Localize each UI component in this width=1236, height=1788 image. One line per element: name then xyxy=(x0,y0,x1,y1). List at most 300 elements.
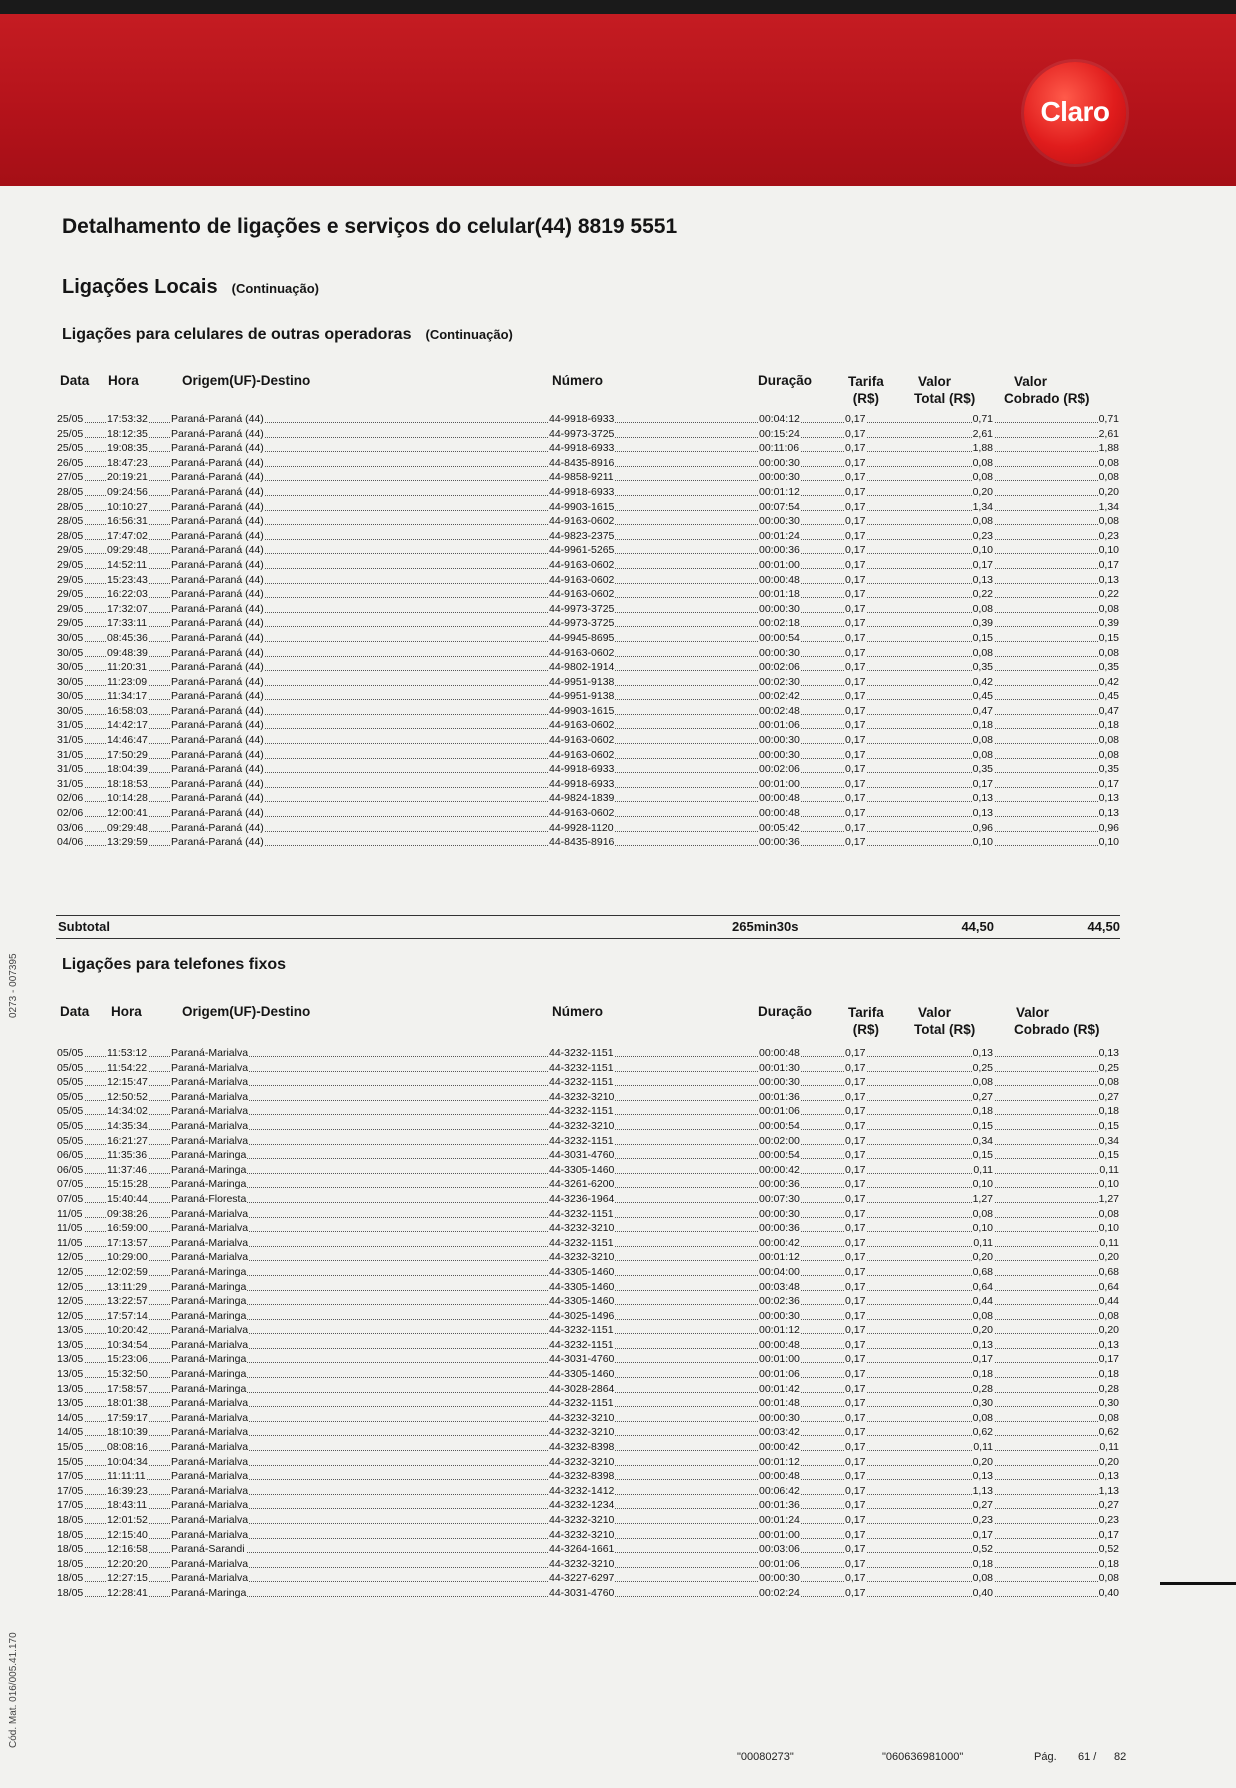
cell-numero: 44-3305-1460 xyxy=(549,1295,615,1308)
cell-numero: 44-9973-3725 xyxy=(549,617,615,630)
cell-duracao: 00:00:36 xyxy=(759,1178,800,1191)
cell-numero: 44-9961-5265 xyxy=(549,544,615,557)
cell-hora: 09:29:48 xyxy=(107,821,148,834)
cell-valor-total: 0,34 xyxy=(972,1134,993,1147)
cell-valor-cobrado: 0,08 xyxy=(1098,471,1119,484)
cell-duracao: 00:02:30 xyxy=(759,675,800,688)
cell-origem: Paraná-Paraná (44) xyxy=(171,500,264,513)
table-row xyxy=(56,1455,1120,1470)
cell-origem: Paraná-Marialva xyxy=(171,1455,249,1468)
cell-valor-cobrado: 0,08 xyxy=(1098,602,1119,615)
cell-duracao: 00:02:48 xyxy=(759,704,800,717)
table-row xyxy=(56,1411,1120,1426)
cell-data: 30/05 xyxy=(57,704,84,717)
cell-data: 26/05 xyxy=(57,456,84,469)
cell-valor-cobrado: 0,45 xyxy=(1098,690,1119,703)
cell-valor-cobrado: 0,17 xyxy=(1098,1353,1119,1366)
cell-hora: 14:35:34 xyxy=(107,1119,148,1132)
table-row xyxy=(56,821,1120,836)
cell-valor-total: 1,34 xyxy=(972,500,993,513)
cell-duracao: 00:00:36 xyxy=(759,836,800,849)
cell-valor-total: 0,13 xyxy=(972,1047,993,1059)
cell-hora: 14:42:17 xyxy=(107,719,148,732)
cell-hora: 12:27:15 xyxy=(107,1572,148,1585)
cell-origem: Paraná-Paraná (44) xyxy=(171,763,264,776)
cell-tarifa: 0,17 xyxy=(845,1499,866,1512)
subtotal-valor-cobrado: 44,50 xyxy=(1087,919,1120,934)
cell-hora: 15:23:43 xyxy=(107,573,148,586)
cell-valor-cobrado: 0,15 xyxy=(1098,1119,1119,1132)
cell-tarifa: 0,17 xyxy=(845,1295,866,1308)
cell-numero: 44-3232-3210 xyxy=(549,1411,615,1424)
cell-data: 18/05 xyxy=(57,1528,84,1541)
cell-data: 07/05 xyxy=(57,1178,84,1191)
cell-duracao: 00:07:30 xyxy=(759,1192,800,1205)
cell-duracao: 00:00:30 xyxy=(759,748,800,761)
cell-numero: 44-3232-3210 xyxy=(549,1426,615,1439)
cell-tarifa: 0,17 xyxy=(845,734,866,747)
cell-tarifa: 0,17 xyxy=(845,792,866,805)
cell-tarifa: 0,17 xyxy=(845,1324,866,1337)
cell-numero: 44-9163-0602 xyxy=(549,807,615,820)
cell-hora: 15:32:50 xyxy=(107,1368,148,1381)
cell-tarifa: 0,17 xyxy=(845,821,866,834)
cell-valor-cobrado: 0,71 xyxy=(1098,413,1119,425)
table-row xyxy=(56,733,1120,748)
cell-hora: 09:29:48 xyxy=(107,544,148,557)
table1-note: (Continuação) xyxy=(425,327,513,342)
table-row xyxy=(56,1236,1120,1251)
table-row xyxy=(56,1104,1120,1119)
cell-duracao: 00:01:42 xyxy=(759,1382,800,1395)
table-row xyxy=(56,543,1120,558)
cell-duracao: 00:00:30 xyxy=(759,1572,800,1585)
col-hora: Hora xyxy=(108,373,139,388)
cell-tarifa: 0,17 xyxy=(845,1353,866,1366)
col-valor-cobrado xyxy=(1014,1004,1100,1038)
cell-valor-cobrado: 0,20 xyxy=(1098,1455,1119,1468)
table-row xyxy=(56,573,1120,588)
table-row xyxy=(56,529,1120,544)
cell-valor-cobrado: 0,18 xyxy=(1098,1368,1119,1381)
cell-origem: Paraná-Paraná (44) xyxy=(171,631,264,644)
table-row xyxy=(56,631,1120,646)
cell-numero: 44-9163-0602 xyxy=(549,558,615,571)
cell-numero: 44-9918-6933 xyxy=(549,442,615,455)
cell-tarifa: 0,17 xyxy=(845,1222,866,1235)
cell-duracao: 00:02:06 xyxy=(759,661,800,674)
cell-valor-total: 0,17 xyxy=(972,558,993,571)
cell-valor-total: 0,08 xyxy=(972,602,993,615)
cell-tarifa: 0,17 xyxy=(845,1455,866,1468)
table-row xyxy=(56,1250,1120,1265)
cell-valor-total: 0,17 xyxy=(972,777,993,790)
cell-valor-cobrado: 0,08 xyxy=(1098,1309,1119,1322)
cell-duracao: 00:00:54 xyxy=(759,1119,800,1132)
cell-data: 13/05 xyxy=(57,1338,84,1351)
footer-code-2: "060636981000" xyxy=(882,1751,964,1763)
cell-duracao: 00:01:30 xyxy=(759,1061,800,1074)
table-row xyxy=(56,1528,1120,1543)
cell-numero: 44-9824-1839 xyxy=(549,792,615,805)
table-row xyxy=(56,748,1120,763)
cell-data: 31/05 xyxy=(57,719,84,732)
cell-origem: Paraná-Paraná (44) xyxy=(171,413,264,425)
cell-valor-cobrado: 0,17 xyxy=(1098,777,1119,790)
cell-valor-total: 0,08 xyxy=(972,515,993,528)
table-row xyxy=(56,587,1120,602)
cell-hora: 16:56:31 xyxy=(107,515,148,528)
cell-tarifa: 0,17 xyxy=(845,1090,866,1103)
cell-origem: Paraná-Marialva xyxy=(171,1557,249,1570)
cell-tarifa: 0,17 xyxy=(845,544,866,557)
cell-valor-total: 0,08 xyxy=(972,456,993,469)
cell-valor-cobrado: 0,20 xyxy=(1098,1324,1119,1337)
cell-data: 13/05 xyxy=(57,1353,84,1366)
table-row xyxy=(56,806,1120,821)
cell-origem: Paraná-Maringa xyxy=(171,1353,247,1366)
cell-tarifa: 0,17 xyxy=(845,1265,866,1278)
cell-numero: 44-9802-1914 xyxy=(549,661,615,674)
cell-data: 30/05 xyxy=(57,690,84,703)
col-data: Data xyxy=(60,1004,90,1019)
cell-valor-cobrado: 1,13 xyxy=(1098,1484,1119,1497)
cell-origem: Paraná-Paraná (44) xyxy=(171,792,264,805)
cell-hora: 17:50:29 xyxy=(107,748,148,761)
table-row xyxy=(56,1148,1120,1163)
cell-tarifa: 0,17 xyxy=(845,515,866,528)
cell-numero: 44-9823-2375 xyxy=(549,529,615,542)
cell-valor-total: 0,08 xyxy=(972,1076,993,1089)
cell-data: 05/05 xyxy=(57,1119,84,1132)
cell-valor-total: 0,42 xyxy=(972,675,993,688)
cell-data: 30/05 xyxy=(57,661,84,674)
cell-valor-cobrado: 0,96 xyxy=(1098,821,1119,834)
cell-tarifa: 0,17 xyxy=(845,1528,866,1541)
cell-numero: 44-3232-3210 xyxy=(549,1090,615,1103)
cell-duracao: 00:02:42 xyxy=(759,690,800,703)
cell-hora: 18:47:23 xyxy=(107,456,148,469)
cell-data: 18/05 xyxy=(57,1557,84,1570)
cell-origem: Paraná-Paraná (44) xyxy=(171,515,264,528)
cell-data: 29/05 xyxy=(57,602,84,615)
cell-valor-total: 0,18 xyxy=(972,1368,993,1381)
cell-origem: Paraná-Paraná (44) xyxy=(171,646,264,659)
cell-valor-total: 0,30 xyxy=(972,1397,993,1410)
cell-valor-total: 0,52 xyxy=(972,1543,993,1556)
cell-numero: 44-9928-1120 xyxy=(549,821,614,834)
cell-valor-total: 0,08 xyxy=(972,1411,993,1424)
cell-valor-total: 0,10 xyxy=(972,836,993,849)
cell-valor-cobrado: 0,08 xyxy=(1098,1207,1119,1220)
cell-origem: Paraná-Marialva xyxy=(171,1061,249,1074)
cell-numero: 44-9973-3725 xyxy=(549,602,615,615)
cell-data: 28/05 xyxy=(57,529,84,542)
cell-numero: 44-9163-0602 xyxy=(549,719,615,732)
cell-valor-total: 0,64 xyxy=(972,1280,993,1293)
col-valor-total-label: Valor xyxy=(918,374,952,389)
cell-valor-total: 0,20 xyxy=(972,485,993,498)
cell-origem: Paraná-Maringa xyxy=(171,1163,247,1176)
cell-tarifa: 0,17 xyxy=(845,1397,866,1410)
cell-data: 12/05 xyxy=(57,1265,84,1278)
cell-valor-total: 0,11 xyxy=(973,1163,993,1176)
cell-hora: 12:02:59 xyxy=(107,1265,148,1278)
cell-origem: Paraná-Maringa xyxy=(171,1265,247,1278)
cell-hora: 11:11:11 xyxy=(107,1470,146,1483)
cell-hora: 12:28:41 xyxy=(107,1586,148,1599)
col-origem: Origem(UF)-Destino xyxy=(182,1004,311,1019)
cell-numero: 44-9951-9138 xyxy=(549,675,615,688)
cell-tarifa: 0,17 xyxy=(845,1047,866,1059)
cell-valor-total: 0,20 xyxy=(972,1455,993,1468)
cell-hora: 17:33:11 xyxy=(107,617,148,630)
cell-valor-cobrado: 0,17 xyxy=(1098,558,1119,571)
cell-hora: 15:23:06 xyxy=(107,1353,148,1366)
cell-duracao: 00:01:00 xyxy=(759,1528,800,1541)
cell-data: 29/05 xyxy=(57,573,84,586)
cell-tarifa: 0,17 xyxy=(845,1470,866,1483)
table-row xyxy=(56,1440,1120,1455)
cell-duracao: 00:02:18 xyxy=(759,617,800,630)
cell-duracao: 00:03:42 xyxy=(759,1426,800,1439)
cell-valor-total: 0,27 xyxy=(972,1499,993,1512)
cell-tarifa: 0,17 xyxy=(845,588,866,601)
col-valor-total-label: Valor xyxy=(918,1005,952,1020)
cell-numero: 44-9163-0602 xyxy=(549,734,615,747)
cell-data: 02/06 xyxy=(57,792,84,805)
table-row xyxy=(56,1367,1120,1382)
cell-valor-total: 0,15 xyxy=(972,1119,993,1132)
table-row xyxy=(56,1542,1120,1557)
cell-origem: Paraná-Paraná (44) xyxy=(171,777,264,790)
cell-duracao: 00:01:12 xyxy=(759,1251,800,1264)
cell-duracao: 00:02:06 xyxy=(759,763,800,776)
cell-duracao: 00:01:12 xyxy=(759,1324,800,1337)
footer-page: 61 / xyxy=(1078,1751,1097,1763)
cell-valor-cobrado: 0,08 xyxy=(1098,515,1119,528)
cell-valor-total: 0,25 xyxy=(972,1061,993,1074)
cell-valor-total: 0,71 xyxy=(972,413,993,425)
cell-duracao: 00:01:18 xyxy=(759,588,800,601)
cell-duracao: 00:01:12 xyxy=(759,485,800,498)
table-row xyxy=(56,1425,1120,1440)
cell-valor-total: 1,88 xyxy=(972,442,993,455)
cell-valor-cobrado: 0,47 xyxy=(1098,704,1119,717)
footer-page-label: Pág. xyxy=(1034,1751,1057,1763)
cell-valor-total: 0,13 xyxy=(972,1470,993,1483)
cell-data: 25/05 xyxy=(57,413,84,425)
cell-valor-cobrado: 0,08 xyxy=(1098,734,1119,747)
cell-valor-cobrado: 0,13 xyxy=(1098,807,1119,820)
cell-hora: 11:20:31 xyxy=(107,661,148,674)
cell-data: 05/05 xyxy=(57,1076,84,1089)
table-row xyxy=(56,1557,1120,1572)
cell-hora: 15:40:44 xyxy=(107,1192,148,1205)
cell-valor-cobrado: 0,68 xyxy=(1098,1265,1119,1278)
cell-valor-total: 0,45 xyxy=(972,690,993,703)
table-row xyxy=(56,1134,1120,1149)
cell-origem: Paraná-Paraná (44) xyxy=(171,719,264,732)
cell-valor-cobrado: 0,42 xyxy=(1098,675,1119,688)
cell-numero: 44-3261-6200 xyxy=(549,1178,615,1191)
cell-numero: 44-9163-0602 xyxy=(549,515,615,528)
cell-origem: Paraná-Paraná (44) xyxy=(171,485,264,498)
cell-origem: Paraná-Marialva xyxy=(171,1470,249,1483)
cell-duracao: 00:01:24 xyxy=(759,529,800,542)
cell-data: 13/05 xyxy=(57,1324,84,1337)
cell-valor-cobrado: 0,35 xyxy=(1098,661,1119,674)
cell-valor-total: 0,08 xyxy=(972,1572,993,1585)
table-row xyxy=(56,1061,1120,1076)
cell-origem: Paraná-Paraná (44) xyxy=(171,807,264,820)
cell-duracao: 00:11:06 xyxy=(759,442,800,455)
cell-numero: 44-3232-1151 xyxy=(549,1105,614,1118)
cell-valor-total: 1,27 xyxy=(972,1192,993,1205)
cell-hora: 17:53:32 xyxy=(107,413,148,425)
cell-numero: 44-9163-0602 xyxy=(549,588,615,601)
cell-hora: 10:10:27 xyxy=(107,500,148,513)
cell-valor-total: 0,08 xyxy=(972,471,993,484)
cell-data: 13/05 xyxy=(57,1368,84,1381)
cell-data: 17/05 xyxy=(57,1484,84,1497)
cell-hora: 14:46:47 xyxy=(107,734,148,747)
cell-numero: 44-9163-0602 xyxy=(549,646,615,659)
cell-valor-cobrado: 1,34 xyxy=(1098,500,1119,513)
cell-valor-total: 0,96 xyxy=(972,821,993,834)
cell-tarifa: 0,17 xyxy=(845,675,866,688)
cell-tarifa: 0,17 xyxy=(845,836,866,849)
cell-data: 11/05 xyxy=(57,1236,83,1249)
cell-valor-cobrado: 0,20 xyxy=(1098,485,1119,498)
cell-data: 18/05 xyxy=(57,1514,84,1526)
cell-tarifa: 0,17 xyxy=(845,1309,866,1322)
cell-valor-cobrado: 0,17 xyxy=(1098,1528,1119,1541)
table-row xyxy=(56,791,1120,806)
cell-tarifa: 0,17 xyxy=(845,646,866,659)
cell-hora: 17:57:14 xyxy=(107,1309,148,1322)
cell-numero: 44-9973-3725 xyxy=(549,427,615,440)
cell-valor-total: 0,17 xyxy=(972,1528,993,1541)
page-title: Detalhamento de ligações e serviços do celular(44) 8819 5551 xyxy=(62,215,678,238)
table-row xyxy=(56,675,1120,690)
col-valor-total xyxy=(914,1004,975,1038)
cell-tarifa: 0,17 xyxy=(845,1280,866,1293)
cell-origem: Paraná-Marialva xyxy=(171,1484,249,1497)
cell-tarifa: 0,17 xyxy=(845,1514,866,1526)
cell-origem: Paraná-Marialva xyxy=(171,1514,249,1526)
col-numero: Número xyxy=(552,373,604,388)
cell-hora: 12:20:20 xyxy=(107,1557,148,1570)
cell-duracao: 00:01:06 xyxy=(759,1368,800,1381)
cell-valor-total: 0,62 xyxy=(972,1426,993,1439)
table-row xyxy=(56,762,1120,777)
cell-valor-total: 0,22 xyxy=(972,588,993,601)
cell-valor-cobrado: 0,13 xyxy=(1098,573,1119,586)
cell-data: 11/05 xyxy=(57,1207,83,1220)
cell-valor-total: 0,10 xyxy=(972,1178,993,1191)
table-row xyxy=(56,835,1120,850)
cell-origem: Paraná-Maringa xyxy=(171,1280,247,1293)
cell-origem: Paraná-Paraná (44) xyxy=(171,748,264,761)
cell-valor-total: 0,18 xyxy=(972,719,993,732)
cell-valor-cobrado: 0,11 xyxy=(1099,1236,1119,1249)
cell-data: 03/06 xyxy=(57,821,84,834)
table2-rows xyxy=(56,1046,1120,1601)
cell-tarifa: 0,17 xyxy=(845,1207,866,1220)
cell-duracao: 00:00:42 xyxy=(759,1441,800,1454)
cell-numero: 44-3236-1964 xyxy=(549,1192,615,1205)
cell-tarifa: 0,17 xyxy=(845,748,866,761)
cell-tarifa: 0,17 xyxy=(845,719,866,732)
cell-hora: 17:32:07 xyxy=(107,602,148,615)
cell-origem: Paraná-Paraná (44) xyxy=(171,690,264,703)
cell-tarifa: 0,17 xyxy=(845,1119,866,1132)
cell-data: 28/05 xyxy=(57,500,84,513)
cell-valor-cobrado: 0,11 xyxy=(1099,1163,1119,1176)
cell-data: 05/05 xyxy=(57,1134,84,1147)
cell-origem: Paraná-Maringa xyxy=(171,1368,247,1381)
cell-duracao: 00:00:36 xyxy=(759,1222,800,1235)
table-row xyxy=(56,1192,1120,1207)
cell-numero: 44-3031-4760 xyxy=(549,1149,615,1162)
cell-origem: Paraná-Paraná (44) xyxy=(171,529,264,542)
cell-hora: 11:35:36 xyxy=(107,1149,148,1162)
cell-numero: 44-9858-9211 xyxy=(549,471,614,484)
table-row xyxy=(56,1498,1120,1513)
table-row xyxy=(56,1382,1120,1397)
cell-origem: Paraná-Marialva xyxy=(171,1499,249,1512)
cell-valor-cobrado: 0,18 xyxy=(1098,719,1119,732)
cell-valor-total: 0,17 xyxy=(972,1353,993,1366)
cell-data: 31/05 xyxy=(57,748,84,761)
table-row xyxy=(56,1046,1120,1061)
cell-hora: 12:00:41 xyxy=(107,807,148,820)
cell-numero: 44-9918-6933 xyxy=(549,763,615,776)
cell-tarifa: 0,17 xyxy=(845,529,866,542)
cell-origem: Paraná-Marialva xyxy=(171,1338,249,1351)
cell-valor-cobrado: 0,18 xyxy=(1098,1105,1119,1118)
cell-numero: 44-3232-3210 xyxy=(549,1251,615,1264)
col-valor-cobrado-label: Valor xyxy=(1014,374,1048,389)
cell-numero: 44-3232-1412 xyxy=(549,1484,615,1497)
table1-title-text: Ligações para celulares de outras operadoras xyxy=(62,326,412,343)
cell-origem: Paraná-Paraná (44) xyxy=(171,588,264,601)
cell-origem: Paraná-Marialva xyxy=(171,1426,249,1439)
cell-hora: 18:01:38 xyxy=(107,1397,148,1410)
col-valor-total-unit: Total (R$) xyxy=(914,391,976,406)
cell-tarifa: 0,17 xyxy=(845,1236,866,1249)
cell-numero: 44-3232-3210 xyxy=(549,1455,615,1468)
cell-hora: 16:58:03 xyxy=(107,704,148,717)
cell-origem: Paraná-Maringa xyxy=(171,1586,247,1599)
section-title-text: Ligações Locais xyxy=(62,276,218,298)
cell-hora: 19:08:35 xyxy=(107,442,148,455)
cell-valor-cobrado: 1,27 xyxy=(1098,1192,1119,1205)
margin-mark xyxy=(1160,1582,1236,1585)
table-row xyxy=(56,1484,1120,1499)
cell-tarifa: 0,17 xyxy=(845,413,866,425)
cell-tarifa: 0,17 xyxy=(845,602,866,615)
cell-valor-total: 0,40 xyxy=(972,1586,993,1599)
cell-valor-cobrado: 0,18 xyxy=(1098,1557,1119,1570)
cell-valor-total: 0,28 xyxy=(972,1382,993,1395)
cell-tarifa: 0,17 xyxy=(845,1338,866,1351)
cell-origem: Paraná-Paraná (44) xyxy=(171,821,264,834)
cell-numero: 44-3305-1460 xyxy=(549,1368,615,1381)
table-row xyxy=(56,616,1120,631)
cell-numero: 44-3232-1151 xyxy=(549,1324,614,1337)
